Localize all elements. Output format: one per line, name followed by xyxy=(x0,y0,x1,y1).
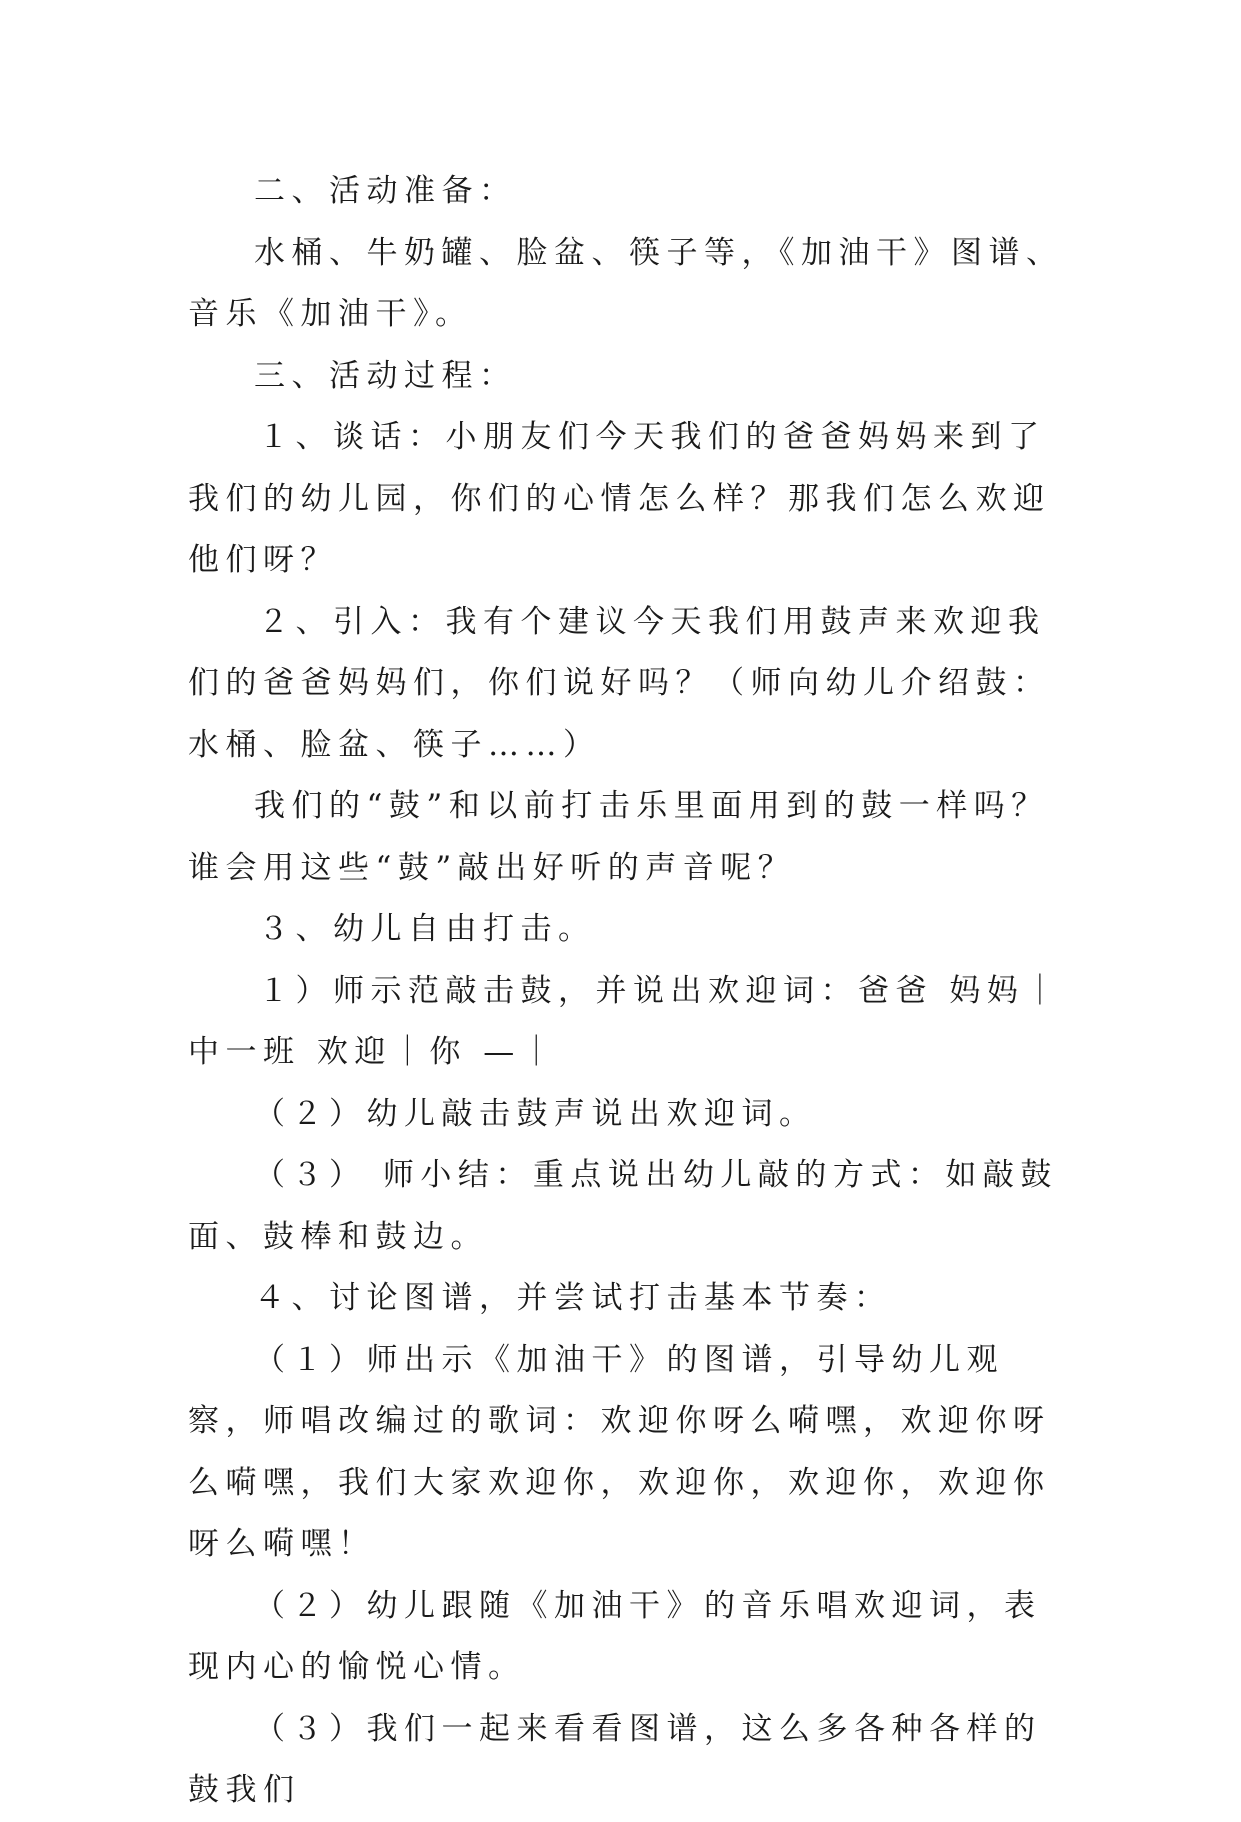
heading-activity-process: 三、活动过程： xyxy=(254,357,517,394)
paragraph-step-2-introduce: ２、引入：我有个建议今天我们用鼓声来欢迎我们的爸爸妈妈们，你们说好吗？（师向幼儿介绍鼓：水桶、脸盆、筷子……） xyxy=(188,603,1051,763)
heading-activity-preparation: 二、活动准备： xyxy=(254,173,517,209)
paragraph-step-4-3-look: （３）我们一起来看看图谱，这么多各种各样的鼓我们 xyxy=(188,1710,1042,1808)
paragraph-step-4-1-show-chart: （１）师出示《加油干》的图谱，引导幼儿观察，师唱改编过的歌词：欢迎你呀么嗬嘿，欢迎你呀么嗬嘿，我们大家欢迎你，欢迎你，欢迎你，欢迎你呀么嗬嘿！ xyxy=(188,1341,1051,1562)
paragraph-step-1-talk: １、谈话：小朋友们今天我们的爸爸妈妈来到了我们的幼儿园，你们的心情怎么样？那我们怎么欢迎他们呀？ xyxy=(188,419,1051,578)
paragraph-step-4-2-sing: （２）幼儿跟随《加油干》的音乐唱欢迎词，表现内心的愉悦心情。 xyxy=(188,1587,1042,1685)
paragraph-drum-question: 我们的“鼓”和以前打击乐里面用到的鼓一样吗？谁会用这些“鼓”敲出好听的声音呢？ xyxy=(188,788,1049,886)
paragraph-step-3-2: （２）幼儿敲击鼓声说出欢迎词。 xyxy=(254,1095,817,1132)
document-body xyxy=(188,161,1068,1822)
paragraph-step-4-discuss: ４、讨论图谱，并尝试打击基本节奏： xyxy=(254,1280,892,1316)
paragraph-step-3-1-demo: １）师示范敲击鼓，并说出欢迎词：爸爸 妈妈｜中一班 欢迎｜你 —｜ xyxy=(188,972,1062,1070)
paragraph-materials: 水桶、牛奶罐、脸盆、筷子等，《加油干》图谱、音乐《加油干》。 xyxy=(188,234,1064,332)
paragraph-step-3-free-play: ３、幼儿自由打击。 xyxy=(258,911,596,947)
paragraph-step-3-3-summary: （３） 师小结：重点说出幼儿敲的方式：如敲鼓面、鼓棒和鼓边。 xyxy=(188,1157,1058,1255)
